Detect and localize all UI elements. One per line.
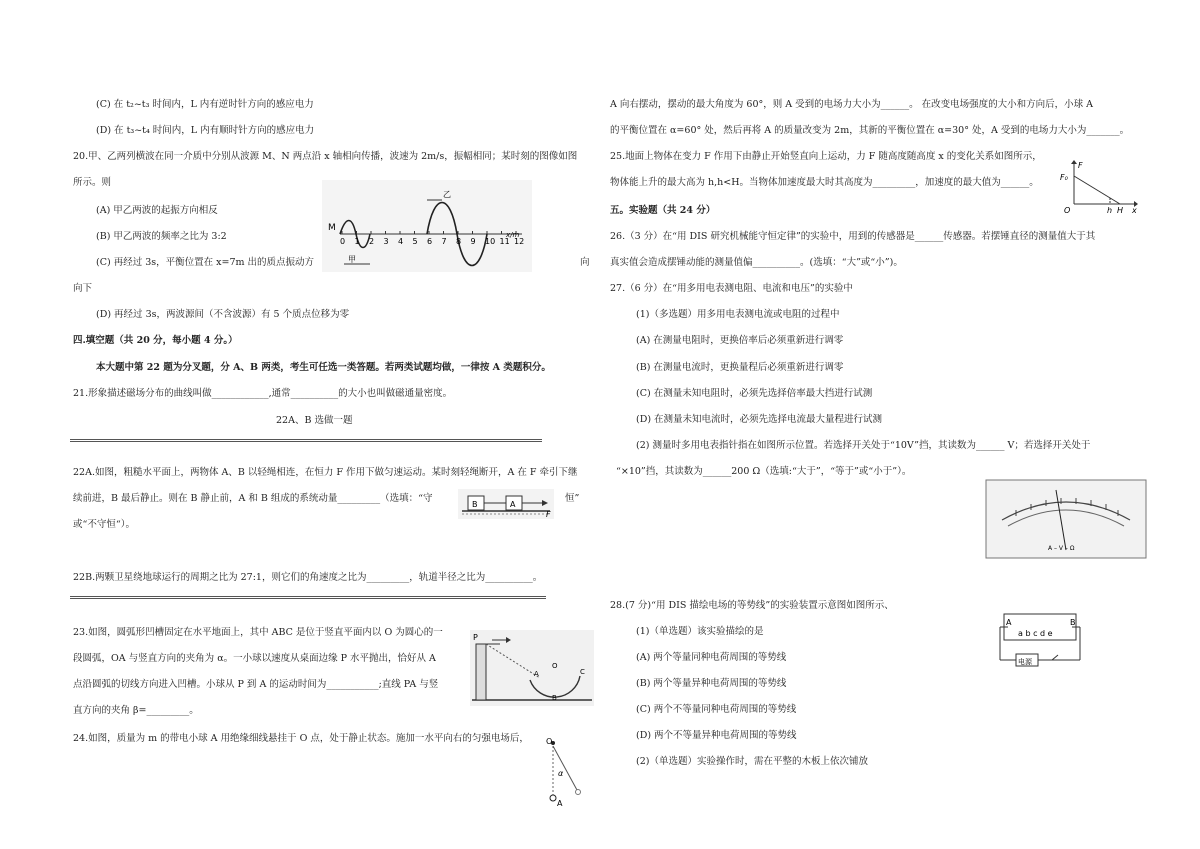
q22b-text: 22B.两颗卫星绕地球运行的周期之比为 27:1，则它们的角速度之比为_________，轨道半径之比为__________。 [73,572,543,583]
q20-option-d: (D) 再经过 3s，两波源间（不含波源）有 5 个质点位移为零 [96,309,350,320]
graph-label-F: F [1078,161,1083,170]
wave-tick-label: 10 [485,237,496,246]
q27-option-a: (A) 在测量电阻时，更换倍率后必须重新进行调零 [636,335,844,346]
force-F-label: F [546,510,551,519]
q28-option-c: (C) 两个不等量同种电荷周围的等势线 [636,704,797,715]
q19-option-d: (D) 在 t₃~t₄ 时间内，L 内有顺时针方向的感应电力 [96,125,315,136]
divider-q22 [70,439,542,442]
q19-option-c: (C) 在 t₂~t₃ 时间内，L 内有逆时针方向的感应电力 [96,99,314,110]
q27-part2-line2: “×10”挡，其读数为______200 Ω（选填:“大于”，“等于”或“小于”）。 [616,466,912,477]
wave-tick-label: 6 [427,237,433,246]
dis-label-B: B [1070,618,1076,627]
q20-stem-line1: 20.甲、乙两列横波在同一介质中分别从波源 M、N 两点沿 x 轴相向传播，波速为 2m/s，振幅相同；某时刻的图像如图 [73,151,578,162]
wave-label-jia: 甲 [348,255,356,264]
q23-line1: 23.如图，圆弧形凹槽固定在水平地面上，其中 ABC 是位于竖直平面内以 O 为圆心的一 [73,627,443,638]
dis-setup-figure [996,606,1084,668]
q22a-line3: 或“不守恒“）。 [73,519,135,530]
q22a-line1: 22A.如图，粗糙水平面上，两物体 A、B 以轻绳相连，在恒力 F 作用下做匀速运动。某时刻轻绳断开，A 在 F 牵引下继 [73,467,578,478]
wave-tick-label: 2 [369,237,375,246]
q20-option-b: (B) 甲乙两波的频率之比为 3:2 [96,231,227,242]
q28-option-d: (D) 两个不等量异种电荷周围的等势线 [636,730,797,741]
q28-part2: (2)（单选题）实验操作时，需在平整的木板上依次铺放 [636,756,868,767]
q27-option-c: (C) 在测量未知电阻时，必须先选择倍率最大挡进行试测 [636,388,873,399]
wave-tick-label: 0 [340,237,346,246]
q23-line3: 点沿圆弧的切线方向进入凹槽。小球从 P 到 A 的运动时间为___________;直线 PA 与竖 [73,679,439,690]
q23-line4: 直方向的夹角 β=_________。 [73,705,199,716]
q23-line2: 段圆弧，OA 与竖直方向的夹角为 α。一小球以速度从桌面边缘 P 水平抛出，恰好从 A [73,653,436,664]
arc-label-P: P [473,633,478,642]
block-B-label: B [472,500,478,509]
wave-axis-unit: x/m [506,231,520,239]
q25-line2: 物体能上升的最大高为 h,h<H。当物体加速度最大时其高度为_________，加速度的最大值为______。 [610,177,1039,188]
q24-cont-line1: A 向右摆动，摆动的最大角度为 60°，则 A 受到的电场力大小为______。 在改变电场强度的大小和方向后，小球 A [610,99,1094,110]
graph-label-F0: F₀ [1060,173,1068,182]
wave-tick-label: 8 [456,237,462,246]
q20-option-c: (C) 再经过 3s，平衡位置在 x=7m 出的质点振动方 [96,257,315,268]
q28-option-a: (A) 两个等量同种电荷周围的等势线 [636,652,787,663]
wave-tick-label: 4 [398,237,404,246]
dis-power-label: 电源 [1018,658,1032,666]
q25-line1: 25.地面上物体在变力 F 作用下由静止开始竖直向上运动，力 F 随高度随高度 x 的变化关系如图所示， [610,151,1042,162]
wave-figure [322,180,532,272]
wave-tick-label: 3 [383,237,389,246]
graph-label-H: H [1117,206,1124,215]
divider-q22b [70,596,546,599]
wave-label-M: M [328,223,336,233]
wave-tick-label: 9 [470,237,476,246]
multimeter-figure [986,480,1146,558]
graph-label-O: O [1064,206,1071,215]
wave-tick-label: 12 [514,237,525,246]
q24-stem: 24.如图，质量为 m 的带电小球 A 用绝缘细线悬挂于 O 点，处于静止状态。施加一水平向右的匀强电场后， [73,733,529,744]
q26-line2: 真实值会造成摆锤动能的测量值偏__________。(选填：“大”或“小”)。 [610,257,903,268]
block-A-label: A [510,500,516,509]
section5-title: 五。实验题（共 24 分） [610,205,716,216]
arc-label-O: O [552,662,558,670]
section4-note: 本大题中第 22 题为分叉题，分 A、B 两类，考生可任选一类答题。若两类试题均做，一律按 A 类题积分。 [96,362,551,373]
q27-option-d: (D) 在测量未知电流时，必须先选择电流最大量程进行试测 [636,414,883,425]
q20-stem-line2: 所示。则 [73,177,112,188]
pendulum-label-O: O [546,737,553,746]
meter-caption: A – V – Ω [1048,545,1075,552]
arc-label-C: C [580,668,585,676]
q22-choice-title: 22A、B 选做一题 [276,415,353,426]
graph-label-h: h [1107,206,1113,215]
q28-stem: 28.(7 分)“用 DIS 描绘电场的等势线”的实验装置示意图如图所示、 [610,600,894,611]
q27-part1: (1)（多选题）用多用电表测电流或电阻的过程中 [636,309,840,320]
q27-part2-line1: (2) 测量时多用电表指针指在如图所示位置。若选择开关处于“10V”挡，其读数为______ V；若选择开关处于 [636,440,1091,451]
wave-tick-label: 5 [412,237,418,246]
q20-option-c-tail: 向 [580,257,590,268]
arc-groove-figure [470,630,594,706]
arc-label-B: B [552,694,557,702]
blocks-figure [458,489,554,519]
wave-tick-label: 1 [354,237,360,246]
dis-label-A: A [1006,618,1012,627]
pendulum-label-alpha: α [558,769,564,778]
pendulum-label-A: A [557,799,563,808]
q22a-line2: 续前进，B 最后静止。则在 B 静止前，A 和 B 组成的系统动量_________（选填：“守 [73,493,433,504]
q22a-line2-tail: 恒” [565,493,580,504]
q28-option-b: (B) 两个等量异种电荷周围的等势线 [636,678,787,689]
pendulum-figure [545,738,595,808]
q28-part1: (1)（单选题）该实验描绘的是 [636,626,764,637]
q20-option-a: (A) 甲乙两波的起振方向相反 [96,205,218,216]
q21-text: 21.形象描述磁场分布的曲线叫做____________,通常__________的大小也叫做磁通量密度。 [73,388,453,399]
wave-label-yi: 乙 [443,190,451,199]
graph-label-x: x [1132,206,1137,215]
wave-tick-label: 7 [441,237,447,246]
q27-stem: 27.（6 分）在“用多用电表测电阻、电流和电压”的实验中 [610,283,853,294]
q20-option-c-wrap: 向下 [73,283,93,294]
dis-probe-letters: a b c d e [1018,629,1053,638]
q27-option-b: (B) 在测量电流时，更换量程后必须重新进行调零 [636,362,844,373]
q26-line1: 26.（3 分）在“用 DIS 研究机械能守恒定律”的实验中，用到的传感器是______传感器。若摆锤直径的测量值大于其 [610,231,1096,242]
force-height-graph [1058,160,1138,214]
q24-cont-line2: 的平衡位置在 α=60° 处，然后再将 A 的质量改变为 2m，其新的平衡位置在 α=30° 处，A 受到的电场力大小为_______。 [610,125,1130,136]
arc-label-A: A [534,670,539,678]
section4-title: 四.填空题（共 20 分，每小题 4 分。） [73,335,238,346]
wave-tick-label: 11 [499,237,510,246]
